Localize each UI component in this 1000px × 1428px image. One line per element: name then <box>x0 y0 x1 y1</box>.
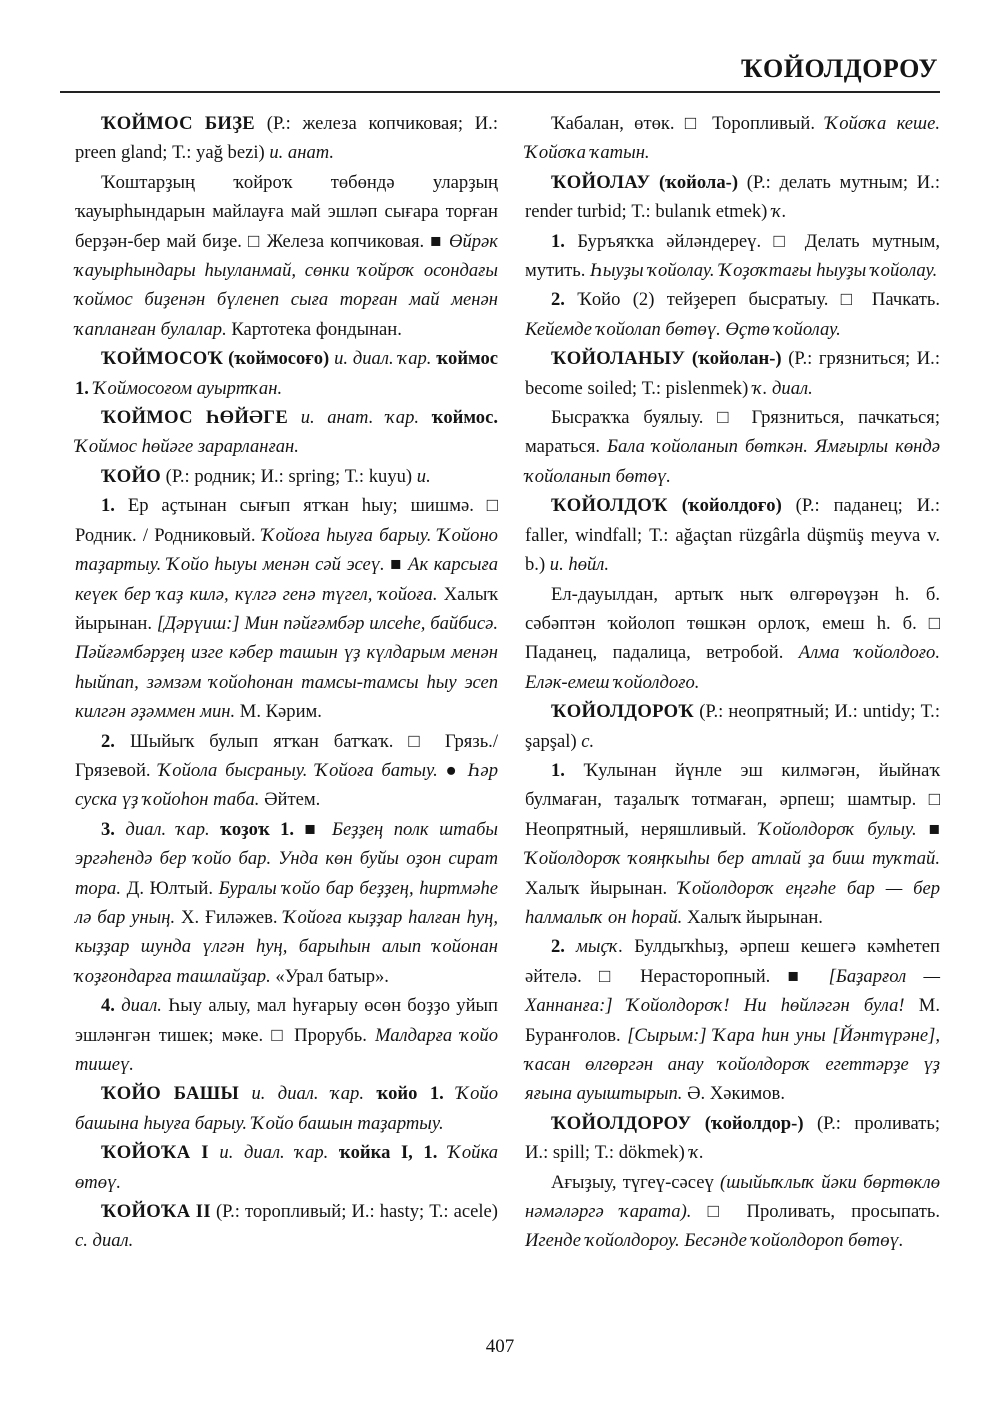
entry-koyo-sense-1: 1. Ер аҫтынан сығып ятҡан һыу; шишмә. □ Родник. / Родниковый. Ҡойоға һыуға барыу. Ҡойоно таҙартыу. Ҡойо һыуы менән сәй эсеү. ■ Ак карсыға кеүек бер ҡаҙ килә, күлгә генә түгел, ҡойоға. Халыҡ йырынан. [Дәрүиш:] Мин пәйғәмбәр илсеһе, байбисә. Пәйғәмбәрҙең изге кәбер ташын үҙ күлдарым менән һыйпап, зәмзәм ҡойоһонан тамсы-тамсы һыу эсеп килгән әҙәммен мин. М. Кәрим. <box>75 495 499 723</box>
running-head: ҠОЙОЛДОРОУ <box>741 54 938 83</box>
entry-koymos-bize: ҠОЙМОС БИҘЕ (Р.: железа копчиковая; И.: preen gland; Т.: yağ bezi) и. анат. <box>75 113 498 164</box>
entry-koyolau: ҠОЙОЛАУ (ҡойола-) (Р.: делать мутным; И.: render turbid; Т.: bulanık etmek) ҡ. <box>525 171 940 223</box>
entry-koyolau-sense-2: 2. Ҡойо (2) тейҙереп бысратыу. □ Пачкать. Кейемде ҡойолап бөтөү. Өҫтө ҡойолау. <box>525 289 940 340</box>
entry-koyoldorok-sense-1: 1. Ҡулынан йүнле эш килмәгән, йыйнаҡ булмаған, таҙалыҡ тотмаған, әрпеш; шамтыр. □ Неопрятный, неряшливый. Ҡойолдороҡ булыу. ■ Ҡойолдороҡ ҡояңҡыһы бер атлай ҙа биш туҡтай. Халыҡ йырынан. Ҡойолдороҡ еңгәһе бар — бер һалмалыҡ он һорай. Халыҡ йырынан. <box>525 759 940 928</box>
entry-koyo-sense-3: 3. диал. ҡар. ҡоҙоҡ 1. ■ Беҙҙең полк штабы эргәһендә бер ҡойо бар. Унда көн буйы оҙон сират тора. Д. Юлтый. Буралы ҡойо бар беҙҙең, һиртмәһе лә бар уның. Х. Ғиләжев. Ҡойоға кыҙҙар һалған һуң, кыҙҙар шунда үлгән һуң, барыһын алып ҡойонан ҡоҙғондарға ташлайҙар. «Урал батыр». <box>75 818 499 987</box>
entry-koyoldorok-sense-2: 2. мыҫҡ. Булдыҡһыҙ, әрпеш кешегә кәмһетеп әйтелә. □ Нерасторопный. ■ [Баҙарғол — Ханнанға:] Ҡойолдороҡ! Ни һөйләгән була! М. Буранғолов. [Сырым:] Ҡара һин уны [Йәнтүрәне], ҡасан өлгөргән анау ҡойолдороҡ егеттәрҙе үҙ яғына ауыштырып. Ә. Хәкимов. <box>525 936 941 1105</box>
entry-koymos-bize-definition: Ҡоштарҙың ҡойроҡ төбөндә уларҙың ҡауырһындарын майлауға май эшләп сығара торған берҙән-бер май биҙе. □ Железа копчиковая. ■ Өйрәк ҡауырһындары һыуланмай, сөнки ҡойроҡ осондағы ҡоймос биҙенән бүленеп сыға торған май менән ҡапланған булалар. Картотека фондынан. <box>75 171 498 340</box>
entry-koyoldorou-definition: Ағыҙыу, түгеү-сәсеү (шыйыҡлыҡ йәки бөртөклө нәмәләргә ҡарата). □ Проливать, просыпать. Игенде ҡойолдороу. Бесәнде ҡойолдороп бөтөү. <box>525 1171 940 1252</box>
entry-koyoka-2: ҠОЙОҠА II (Р.: торопливый; И.: hasty; Т.: acele) с. диал. <box>75 1201 498 1252</box>
entry-koyo: ҠОЙО (Р.: родник; И.: spring; Т.: kuyu) и. <box>101 465 431 487</box>
entry-koyolanyu-definition: Бысраҡҡа буялыу. □ Грязниться, пачкаться; мараться. Бала ҡойоланып бөткән. Ямғырлы көндә ҡойоланып бөтөү. <box>525 407 940 487</box>
entry-koyolanyu: ҠОЙОЛАНЫУ (ҡойолан-) (Р.: грязниться; И.: become soiled; Т.: pislenmek) ҡ. диал. <box>525 348 940 399</box>
page-number: 407 <box>485 1336 515 1357</box>
header-rule <box>60 91 940 93</box>
entry-koyo-sense-4: 4. диал. Һыу алыу, мал һуғарыу өсөн боҙҙо уйып эшләнгән тишек; мәке. □ Прорубь. Малдарға ҡойо тишеү. <box>75 995 499 1075</box>
entry-koyoldorou: ҠОЙОЛДОРОУ (ҡойолдор-) (Р.: проливать; И.: spill; Т.: dökmek) ҡ. <box>525 1112 940 1164</box>
entry-koyo-sense-2: 2. Шыйыҡ булып ятҡан батҡаҡ. □ Грязь./ Грязевой. Ҡойола бысраныу. Ҡойоға батыу. ● Һәр суска үҙ ҡойоһон таба. Әйтем. <box>75 730 498 811</box>
entry-koymosok: ҠОЙМОСОҠ (ҡоймосоғо) и. диал. ҡар. ҡоймос 1. Ҡоймосоғом ауыртҡан. <box>75 348 498 399</box>
entry-koyoka-2-definition: Ҡабалан, өтөк. □ Торопливый. Ҡойоҡа кеше. Ҡойоҡа ҡатын. <box>525 113 940 164</box>
right-column <box>525 109 940 1256</box>
entry-koyoka-1: ҠОЙОҠА I и. диал. ҡар. ҡойка I, 1. Ҡойка өтөү. <box>75 1142 498 1193</box>
entry-koyolau-sense-1: 1. Буръяҡҡа әйләндереү. □ Делать мутным, мутить. Һыуҙы ҡойолау. Ҡоҙоҡтағы һыуҙы ҡойолау. <box>525 230 940 282</box>
entry-koyoldok: ҠОЙОЛДОҠ (ҡойолдоғо) (Р.: паданец; И.: faller, windfall; Т.: ağaçtan rüzgârla düşmüş meyva v. b.) и. һөйл. <box>525 495 940 576</box>
entry-koyoldok-definition: Ел-дауылдан, артыҡ ныҡ өлгөрөүҙән һ. б. сәбәптән ҡойолоп төшкән орлоҡ, емеш һ. б. □ Паданец, падалица, ветробой. Алма ҡойолдоғо. Еләк-емеш ҡойолдоғо. <box>525 583 940 693</box>
entry-koyo-bashy: ҠОЙО БАШЫ и. диал. ҡар. ҡойо 1. Ҡойо башына һыуға барыу. Ҡойо башын таҙартыу. <box>75 1083 499 1134</box>
entry-koyoldorok: ҠОЙОЛДОРОҠ (Р.: неопрятный; И.: untidy; Т.: şapşal) с. <box>525 701 940 752</box>
entry-koymos-hoyage: ҠОЙМОС ҺӨЙӘГЕ и. анат. ҡар. ҡоймос. Ҡоймос һөйәге зарарланған. <box>75 407 499 458</box>
left-column <box>75 109 498 1256</box>
